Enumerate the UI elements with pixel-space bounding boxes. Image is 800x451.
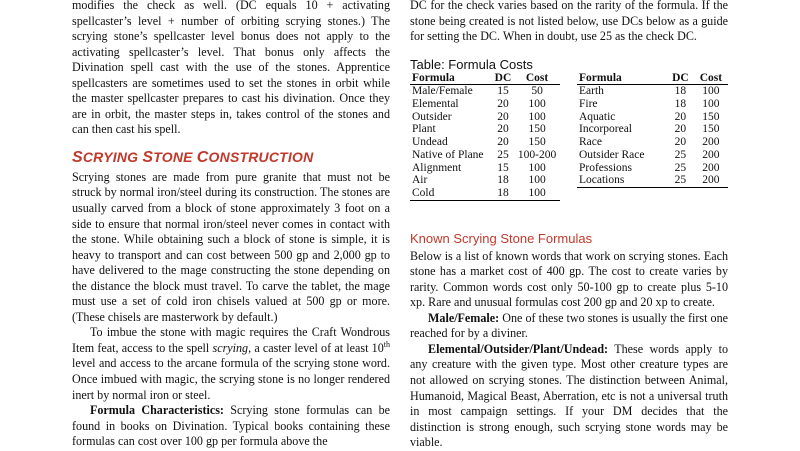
cell-dc: 18 xyxy=(667,98,694,111)
table-row xyxy=(410,85,560,98)
table-row xyxy=(410,123,560,136)
cell-cost: 200 xyxy=(694,136,728,149)
cell-cost: 150 xyxy=(694,111,728,124)
table-title: Table: Formula Costs xyxy=(410,56,533,72)
header-formula: Formula xyxy=(410,72,492,85)
table-header-row xyxy=(410,72,560,85)
cell-dc: 25 xyxy=(667,174,694,187)
section-heading-scrying-stone-construction xyxy=(72,148,390,167)
heading-initial: S xyxy=(142,148,154,166)
cell-formula: Native of Plane xyxy=(410,149,492,162)
table-row xyxy=(410,162,560,175)
table-row xyxy=(410,187,560,200)
elemental-text: These words apply to any creature with the given type. Most other creature types are not allowed on scrying stones. The distinction between Animal, Humanoid, Magical Beast, Aberration, etc is not a universal truth in most campaign settings. If your DM decides that the distinction is strong enough, such scrying stone words may be viable. xyxy=(410,341,728,450)
table-row xyxy=(410,136,560,149)
cell-formula: Earth xyxy=(577,85,667,98)
cell-cost: 200 xyxy=(694,162,728,175)
cell-dc: 20 xyxy=(667,123,694,136)
cell-cost: 150 xyxy=(694,123,728,136)
cell-cost: 100 xyxy=(694,98,728,111)
formula-characteristics-text: Scrying stone formulas can be found in books on Divination. Typical books containing these formulas can cost over 100 gp per formula above the xyxy=(72,403,390,449)
cell-formula: Outsider xyxy=(410,111,492,124)
header-formula: Formula xyxy=(577,72,667,85)
male-female-label: Male/Female: xyxy=(428,310,500,325)
cell-formula: Incorporeal xyxy=(577,123,667,136)
elemental-paragraph xyxy=(410,342,728,451)
cell-dc: 20 xyxy=(492,98,514,111)
cell-cost: 200 xyxy=(694,149,728,162)
left-column xyxy=(72,0,390,450)
cell-dc: 15 xyxy=(492,85,514,98)
table-row xyxy=(410,174,560,187)
elemental-label: Elemental/Outsider/Plant/Undead: xyxy=(428,341,609,356)
cell-cost: 100 xyxy=(514,98,560,111)
formula-characteristics-paragraph xyxy=(72,403,390,450)
header-dc: DC xyxy=(667,72,694,85)
cell-formula: Plant xyxy=(410,123,492,136)
table-row xyxy=(577,123,728,136)
cell-formula: Air xyxy=(410,174,492,187)
formula-costs-tables xyxy=(410,72,728,222)
table-row xyxy=(577,85,728,98)
cell-cost: 100 xyxy=(514,162,560,175)
cell-dc: 20 xyxy=(492,136,514,149)
table-row xyxy=(577,98,728,111)
cell-cost: 200 xyxy=(694,174,728,187)
header-dc: DC xyxy=(492,72,514,85)
cell-formula: Elemental xyxy=(410,98,492,111)
header-cost: Cost xyxy=(694,72,728,85)
table-row xyxy=(410,149,560,162)
cell-dc: 20 xyxy=(667,136,694,149)
cell-formula: Undead xyxy=(410,136,492,149)
cell-dc: 25 xyxy=(492,149,514,162)
cell-formula: Alignment xyxy=(410,162,492,175)
imbue-paragraph xyxy=(72,325,390,403)
cell-cost: 100-200 xyxy=(514,149,560,162)
heading-word: TONE xyxy=(153,148,197,165)
male-female-paragraph xyxy=(410,311,728,342)
cell-formula: Professions xyxy=(577,162,667,175)
ordinal-suffix: th xyxy=(383,339,390,349)
male-female-text: One of these two stones is usually the first one reached for by a diviner. xyxy=(410,310,728,341)
table-row xyxy=(577,149,728,162)
cell-formula: Race xyxy=(577,136,667,149)
table-header-row xyxy=(577,72,728,85)
heading-initial: C xyxy=(196,148,209,166)
cell-formula: Outsider Race xyxy=(577,149,667,162)
table-row xyxy=(577,111,728,124)
table-row xyxy=(577,162,728,175)
imbue-text-a: To imbue the stone with magic requires the Craft Wondrous Item feat, access to the spell xyxy=(72,325,390,355)
cell-cost: 150 xyxy=(514,123,560,136)
table-row xyxy=(410,111,560,124)
left-intro-paragraph: modifies the check as well. (DC equals 10 + activating spellcaster’s level + number of orbiting scrying stones.) The scrying stone’s spellcaster level bonus does not apply to the activating spellcaster’s level. That bonus only affects the Divination spell cast with the use of the stones. Apprentice spellcasters are sometimes used to set the stones in orbit while the master spellcaster prepares to cast his divination. Once they are in orbit, the master steps in, takes control of the stones and can then cast his spell. xyxy=(72,0,390,137)
heading-initial: S xyxy=(72,148,83,166)
table-row xyxy=(577,136,728,149)
cell-dc: 15 xyxy=(492,162,514,175)
formula-costs-table-right xyxy=(577,72,728,188)
cell-formula: Male/Female xyxy=(410,85,492,98)
known-formulas-paragraph: Below is a list of known words that work on scrying stones. Each stone has a market cost of 400 gp. The cost to create varies by rarity. Common words cost only 50-100 gp to create plus 5-10 xp. Rare and unusual formulas cost 200 gp and 20 xp to create. xyxy=(410,248,728,310)
cell-cost: 100 xyxy=(694,85,728,98)
cell-dc: 20 xyxy=(492,123,514,136)
cell-dc: 18 xyxy=(492,187,514,200)
heading-word: ONSTRUCTION xyxy=(208,148,314,165)
cell-dc: 25 xyxy=(667,149,694,162)
cell-dc: 20 xyxy=(492,111,514,124)
right-intro-paragraph: DC for the check varies based on the rarity of the formula. If the stone being created is not listed below, use DCs below as a guide for setting the DC. When in doubt, use 25 as the check DC. xyxy=(410,0,728,44)
cell-cost: 100 xyxy=(514,111,560,124)
cell-dc: 20 xyxy=(667,111,694,124)
construction-paragraph: Scrying stones are made from pure granite that must not be struck by normal iron/steel during its construction. The stones are usually carved from a block of stone approximately 3 foot on a side to ensure that normal iron/steel never comes in contact with the stone. While obtaining such a block of stone is simple, it is heavy to transport and can cost between 500 gp and 2,000 gp to have delivered to the mage constructing the stone depending on the distance the block must travel. To carve the tablet, the mage must use a set of cold iron chisels valued at 500 gp or more. (These chisels are masterwork by default.) xyxy=(72,169,390,324)
table-row xyxy=(410,98,560,111)
formula-costs-table-left xyxy=(410,72,560,201)
cell-cost: 100 xyxy=(514,187,560,200)
heading-word: CRYING xyxy=(82,148,143,165)
subheading-known-formulas: Known Scrying Stone Formulas xyxy=(410,230,593,246)
cell-dc: 25 xyxy=(667,162,694,175)
cell-cost: 50 xyxy=(514,85,560,98)
cell-cost: 150 xyxy=(514,136,560,149)
cell-formula: Aquatic xyxy=(577,111,667,124)
imbue-text-c: level and access to the arcane formula of the scrying stone word. Once imbued with magic, the scrying stone is no longer rendered inert by normal iron or steel. xyxy=(72,356,390,402)
cell-formula: Locations xyxy=(577,174,667,187)
cell-formula: Cold xyxy=(410,187,492,200)
cell-dc: 18 xyxy=(667,85,694,98)
cell-formula: Fire xyxy=(577,98,667,111)
cell-dc: 18 xyxy=(492,174,514,187)
cell-cost: 100 xyxy=(514,174,560,187)
spell-name: scrying xyxy=(212,340,249,355)
right-column xyxy=(410,0,728,451)
header-cost: Cost xyxy=(514,72,560,85)
formula-characteristics-label: Formula Characteristics: xyxy=(90,403,224,418)
imbue-text-b: , a caster level of at least 10 xyxy=(248,340,384,355)
table-row xyxy=(577,174,728,187)
